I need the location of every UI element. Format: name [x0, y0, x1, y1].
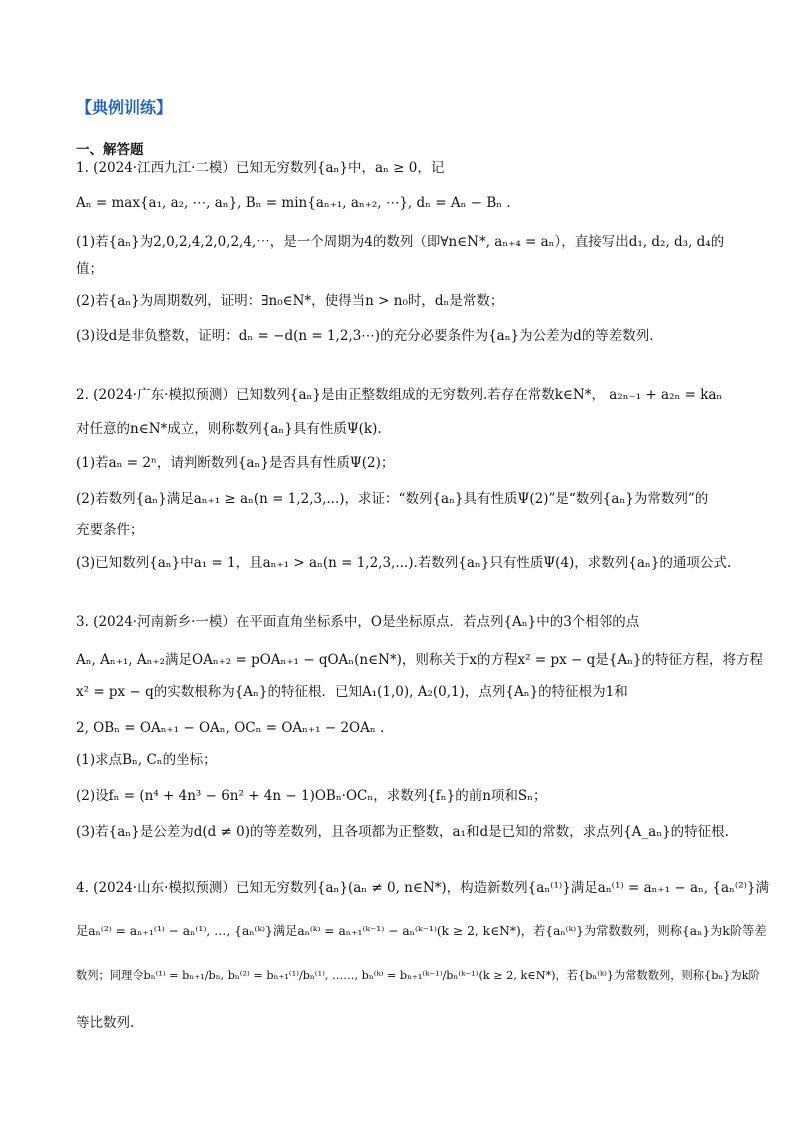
problem-2-line-1: 2. (2024·广东·模拟预测）已知数列{aₙ}是由正整数组成的无穷数列.若存在常数k∈N*， a₂ₙ₋₁ + a₂ₙ = kaₙ	[76, 387, 723, 403]
problem-1-line-2: Aₙ = max{a₁, a₂, ⋯, aₙ}, Bₙ = min{aₙ₊₁, aₙ₊₂, ⋯}, dₙ = Aₙ − Bₙ .	[76, 195, 511, 211]
problem-1-line-3: (1)若{aₙ}为2,0,2,4,2,0,2,4,⋯，是一个周期为4的数列（即∀n∈N*, aₙ₊₄ = aₙ），直接写出d₁, d₂, d₃, d₄的	[76, 234, 725, 250]
problem-3-line-3: x² = px − q的实数根称为{Aₙ}的特征根．已知A₁(1,0), A₂(0,1)，点列{Aₙ}的特征根为1和	[76, 684, 628, 700]
problem-3-line-4: 2, OBₙ = OAₙ₊₁ − OAₙ, OCₙ = OAₙ₊₁ − 2OAₙ .	[76, 720, 385, 736]
problem-4-line-3: 数列；同理令bₙ⁽¹⁾ = bₙ₊₁/bₙ, bₙ⁽²⁾ = bₙ₊₁⁽¹⁾/bₙ⁽¹⁾, ……, bₙ⁽ᵏ⁾ = bₙ₊₁⁽ᵏ⁻¹⁾/bₙ⁽ᵏ⁻¹⁾(k ≥ 2, k∈N*)，若{bₙ⁽ᵏ⁾}为常数数列，则称{bₙ}为k阶	[76, 969, 760, 982]
problem-2-line-2: 对任意的n∈N*成立，则称数列{aₙ}具有性质Ψ(k).	[76, 421, 382, 437]
problem-3-line-7: (3)若{aₙ}是公差为d(d ≠ 0)的等差数列，且各项都为正整数，a₁和d是已知的常数，求点列{A_aₙ}的特征根.	[76, 824, 729, 840]
problem-2-line-5: 充要条件；	[76, 522, 144, 538]
problem-3-line-6: (2)设fₙ = (n⁴ + 4n³ − 6n² + 4n − 1)OBₙ·OCₙ，求数列{fₙ}的前n项和Sₙ；	[76, 788, 547, 804]
problem-2-line-3: (1)若aₙ = 2ⁿ，请判断数列{aₙ}是否具有性质Ψ(2)；	[76, 455, 395, 471]
problem-1-line-5: (2)若{aₙ}为周期数列，证明：∃n₀∈N*，使得当n > n₀时，dₙ是常数；	[76, 293, 504, 309]
problem-3-line-1: 3. (2024·河南新乡·一模）在平面直角坐标系中，O是坐标原点．若点列{Aₙ}中的3个相邻的点	[76, 614, 640, 630]
problem-4-line-1: 4. (2024·山东·模拟预测）已知无穷数列{aₙ}(aₙ ≠ 0, n∈N*)，构造新数列{aₙ⁽¹⁾}满足aₙ⁽¹⁾ = aₙ₊₁ − aₙ, {aₙ⁽²⁾}满	[76, 880, 770, 896]
section-title: 【典例训练】	[76, 98, 173, 117]
problem-1-line-4: 值；	[76, 261, 103, 277]
problem-1-line-1: 1. (2024·江西九江·二模）已知无穷数列{aₙ}中，aₙ ≥ 0，记	[76, 160, 445, 176]
problem-3-line-2: Aₙ, Aₙ₊₁, Aₙ₊₂满足OAₙ₊₂ = pOAₙ₊₁ − qOAₙ(n∈N*)，则称关于x的方程x² = px − q是{Aₙ}的特征方程，将方程	[76, 652, 764, 668]
problem-3-line-5: (1)求点Bₙ, Cₙ的坐标；	[76, 752, 217, 768]
problem-1-line-6: (3)设d是非负整数，证明：dₙ = −d(n = 1,2,3⋯)的充分必要条件为{aₙ}为公差为d的等差数列.	[76, 328, 654, 344]
problem-4-line-4: 等比数列.	[76, 1015, 135, 1031]
problem-2-line-6: (3)已知数列{aₙ}中a₁ = 1，且aₙ₊₁ > aₙ(n = 1,2,3,...).若数列{aₙ}只有性质Ψ(4)，求数列{aₙ}的通项公式.	[76, 555, 732, 571]
section-subhead: 一、解答题	[76, 142, 144, 158]
problem-2-line-4: (2)若数列{aₙ}满足aₙ₊₁ ≥ aₙ(n = 1,2,3,...)，求证：“数列{aₙ}具有性质Ψ(2)”是“数列{aₙ}为常数列”的	[76, 491, 709, 507]
problem-4-line-2: 足aₙ⁽²⁾ = aₙ₊₁⁽¹⁾ − aₙ⁽¹⁾, …, {aₙ⁽ᵏ⁾}满足aₙ⁽ᵏ⁾ = aₙ₊₁⁽ᵏ⁻¹⁾ − aₙ⁽ᵏ⁻¹⁾(k ≥ 2, k∈N*)，若{aₙ⁽ᵏ⁾}为常数数列，则称{aₙ}为k阶等差	[76, 924, 767, 938]
